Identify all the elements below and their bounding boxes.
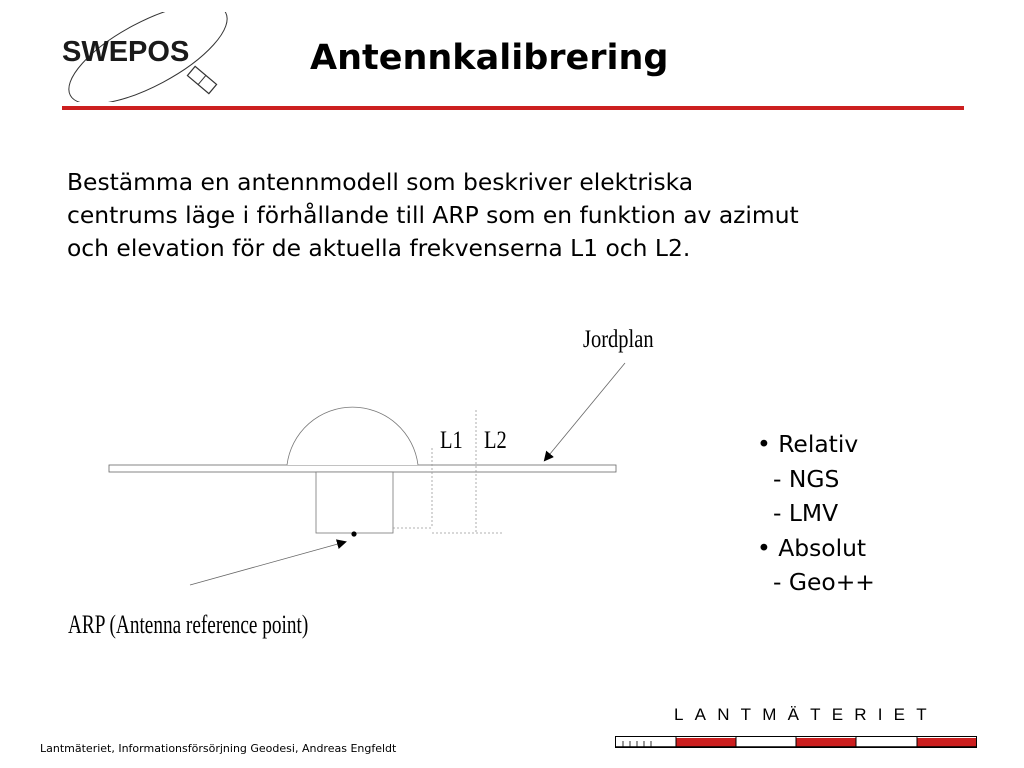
- lantmateriet-scale-bar: [615, 736, 977, 748]
- slide-title: Antennkalibrering: [310, 38, 669, 78]
- lantmateriet-wordmark: LANTMÄTERIET: [674, 705, 938, 724]
- arp-arrow: [190, 542, 345, 585]
- list-item: • Absolut: [757, 533, 867, 562]
- body-line: centrums läge i förhållande till ARP som en funktion av azimut: [67, 201, 799, 229]
- antenna-body: [316, 472, 393, 533]
- ground-plane-label: Jordplan: [583, 326, 654, 353]
- l2-label: L2: [484, 427, 507, 454]
- logo-wordmark: SWEPOS: [62, 36, 190, 68]
- footer-credit: Lantmäteriet, Informationsförsörjning Geodesi, Andreas Engfeldt: [40, 742, 397, 755]
- ground-plane: [109, 465, 616, 472]
- method-list: [757, 427, 875, 600]
- list-item: • Relativ: [757, 430, 859, 458]
- list-subitem: - Geo++: [773, 568, 875, 596]
- l1-label: L1: [440, 427, 463, 454]
- body-line: och elevation för de aktuella frekvenserna L1 och L2.: [67, 234, 691, 262]
- scale-segment-red: [917, 738, 976, 747]
- antenna-radome: [287, 407, 418, 465]
- body-line: Bestämma en antennmodell som beskriver elektriska: [67, 168, 694, 196]
- scale-segment-red: [796, 738, 856, 747]
- arp-point: [351, 531, 356, 536]
- list-subitem: - LMV: [773, 499, 839, 527]
- jordplan-arrow: [545, 363, 625, 460]
- list-subitem: - NGS: [773, 464, 840, 493]
- scale-segment-red: [676, 738, 736, 747]
- arp-label: ARP (Antenna reference point): [68, 610, 309, 639]
